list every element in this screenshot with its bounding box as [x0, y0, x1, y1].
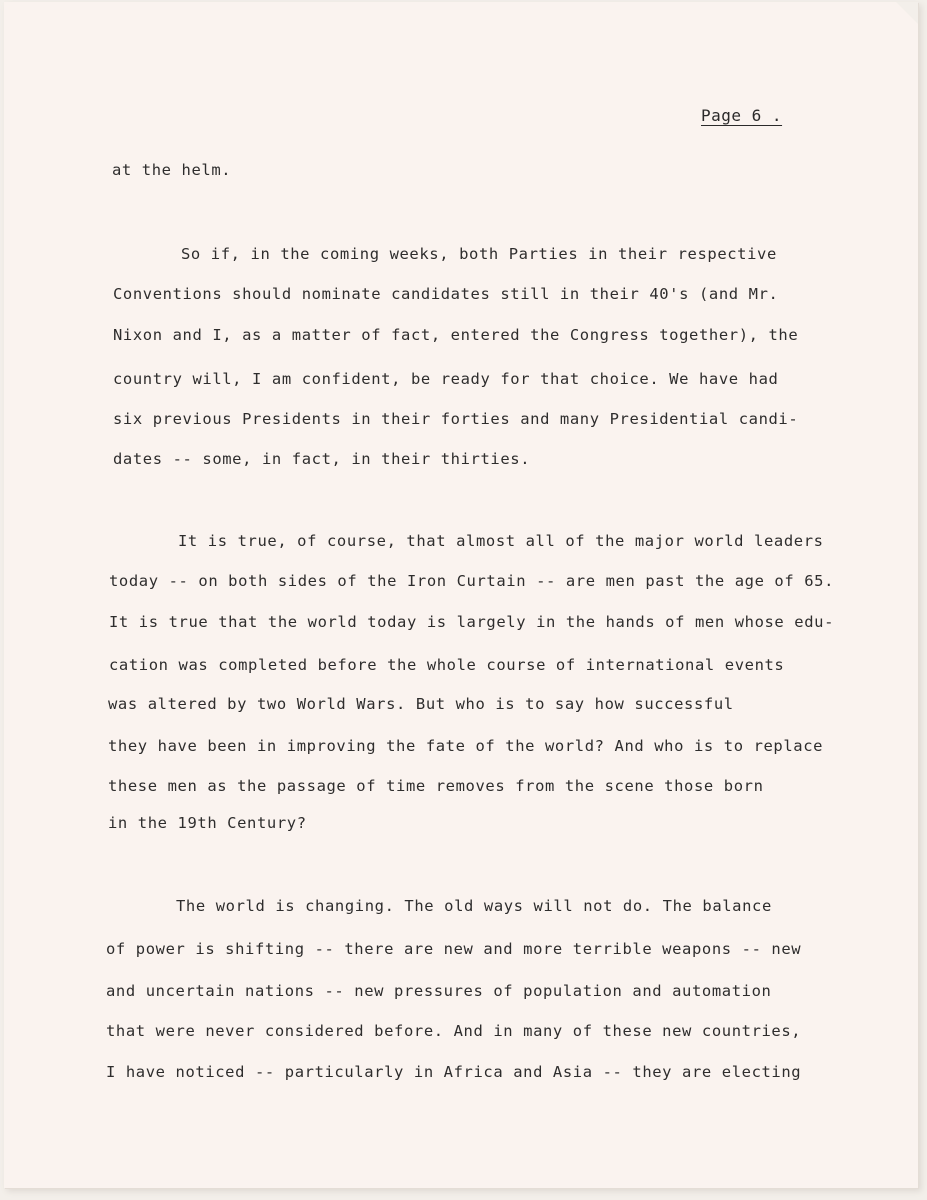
text-line: these men as the passage of time removes from the scene those born: [108, 777, 764, 795]
text-line: country will, I am confident, be ready for that choice. We have had: [113, 370, 779, 388]
text-line: cation was completed before the whole course of international events: [109, 656, 785, 674]
text-line: and uncertain nations -- new pressures of population and automation: [106, 982, 772, 1000]
text-line: Nixon and I, as a matter of fact, entered the Congress together), the: [113, 326, 799, 344]
text-line: of power is shifting -- there are new and more terrible weapons -- new: [106, 940, 802, 958]
text-line: So if, in the coming weeks, both Parties in their respective: [181, 245, 777, 263]
text-line: Conventions should nominate candidates still in their 40's (and Mr.: [113, 285, 779, 303]
text-line: was altered by two World Wars. But who is to say how successful: [108, 695, 734, 713]
text-line: The world is changing. The old ways will not do. The balance: [176, 897, 772, 915]
page-number: Page 6 .: [701, 106, 783, 125]
text-line: that were never considered before. And in many of these new countries,: [106, 1022, 802, 1040]
text-line: in the 19th Century?: [108, 814, 307, 832]
text-line: at the helm.: [112, 161, 232, 179]
text-line: dates -- some, in fact, in their thirties.: [113, 450, 531, 468]
text-line: I have noticed -- particularly in Africa and Asia -- they are electing: [106, 1063, 802, 1081]
text-line: they have been in improving the fate of the world? And who is to replace: [108, 737, 824, 755]
torn-corner: [896, 2, 918, 24]
text-line: six previous Presidents in their forties and many Presidential candi-: [113, 410, 799, 428]
text-line: It is true that the world today is largely in the hands of men whose edu-: [109, 613, 835, 631]
text-line: today -- on both sides of the Iron Curtain -- are men past the age of 65.: [109, 572, 835, 590]
text-line: It is true, of course, that almost all of the major world leaders: [178, 532, 824, 550]
document-page: [4, 2, 918, 1188]
